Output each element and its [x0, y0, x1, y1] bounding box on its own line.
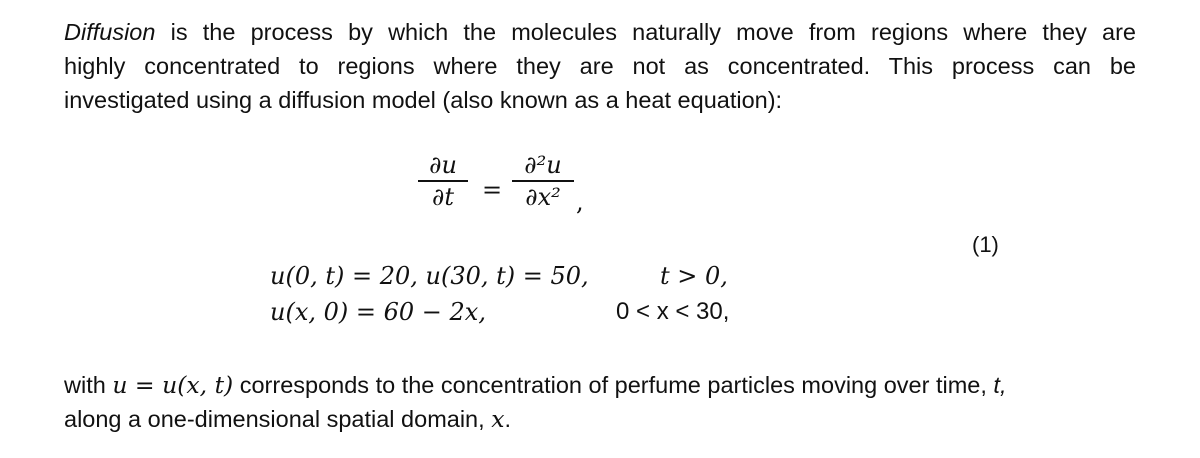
boundary-conditions: u(0, t) = 20, u(30, t) = 50,: [270, 262, 589, 290]
space-variable: x: [491, 405, 505, 433]
time-variable: t,: [993, 372, 1007, 398]
outro-line-2: along a one-dimensional spatial domain, x.: [64, 405, 511, 433]
lhs-fraction-bar: [418, 180, 468, 182]
initial-condition: u(x, 0) = 60 − 2x,: [270, 298, 486, 326]
intro-line-1: Diffusion is the process by which the molecules naturally move from regions where they are: [64, 19, 1136, 45]
rhs-fraction: [512, 152, 574, 210]
lhs-fraction: [418, 152, 468, 210]
outro-paragraph: [64, 368, 1136, 436]
rhs-numerator: ∂²u: [524, 151, 562, 179]
lhs-numerator: ∂u: [429, 151, 457, 179]
diffusion-term: Diffusion: [64, 19, 156, 45]
intro-line-2: highly concentrated to regions where they are not as concentrated. This process can be: [64, 53, 1136, 79]
equation-comma: ,: [576, 188, 584, 216]
lhs-denominator: ∂t: [431, 182, 455, 211]
boundary-time-condition: t > 0,: [660, 262, 728, 290]
concentration-function: u = u(x, t): [112, 371, 234, 399]
intro-line-3: investigated using a diffusion model (also known as a heat equation):: [64, 87, 783, 113]
equals-sign: =: [482, 176, 503, 204]
spatial-domain-condition: 0 < x < 30,: [616, 298, 730, 325]
rhs-fraction-bar: [512, 180, 574, 182]
equation-number: (1): [972, 232, 999, 257]
outro-line-1: with u = u(x, t) corresponds to the concentration of perfume particles moving over time, t,: [64, 371, 1007, 399]
rhs-denominator: ∂x²: [525, 182, 561, 211]
